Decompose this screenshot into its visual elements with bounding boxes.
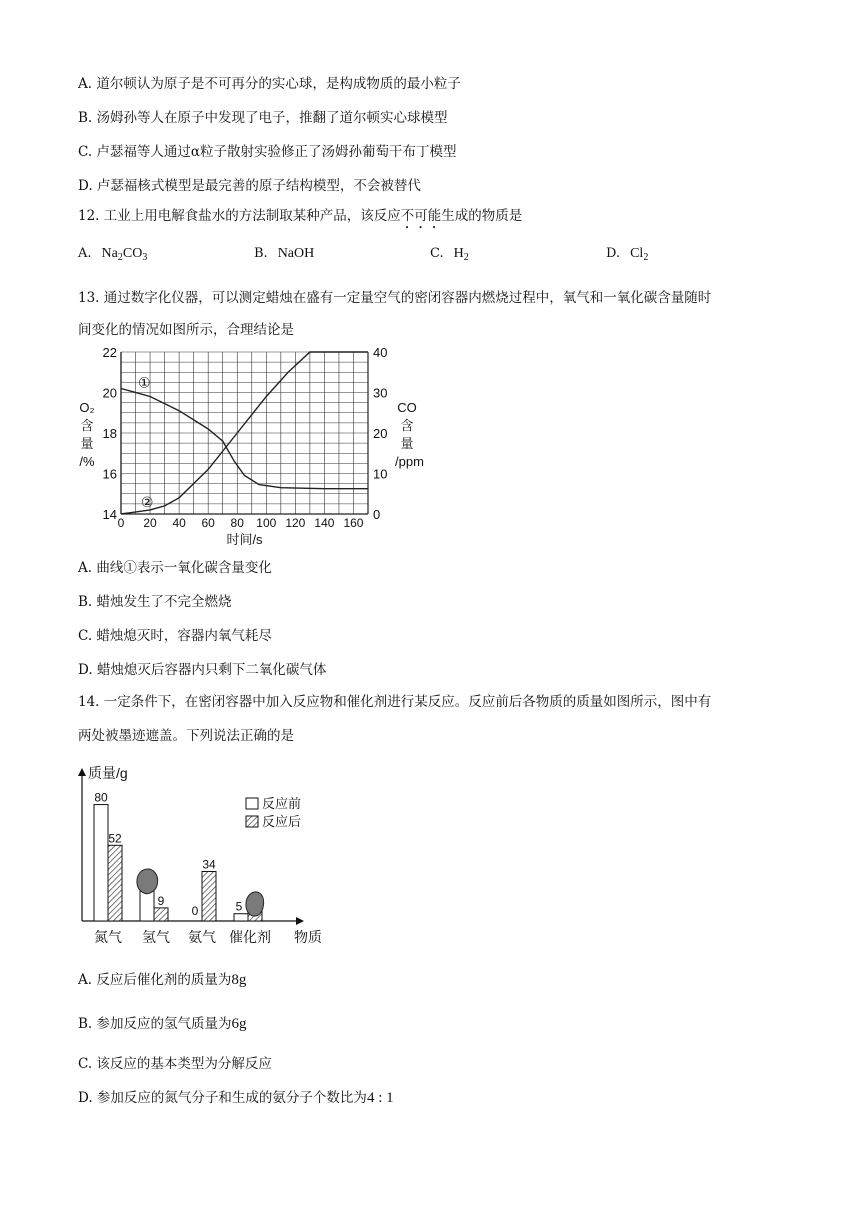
y-right-axis-label: CO <box>397 400 417 415</box>
q13-stem-line1: 13. 通过数字化仪器，可以测定蜡烛在盛有一定量空气的密闭容器内燃烧过程中，氧气和一氧化碳含量随时 <box>78 290 712 306</box>
bar-before-催化剂 <box>234 914 248 921</box>
y-left-tick-label: 20 <box>102 385 117 401</box>
bar-after-氨气 <box>202 872 216 921</box>
y-axis-label: 质量/g <box>88 765 128 781</box>
y-right-tick-label: 10 <box>373 466 388 482</box>
y-left-tick-label: 16 <box>102 466 117 482</box>
q11-option-d: D. 卢瑟福核式模型是最完善的原子结构模型，不会被替代 <box>78 178 421 194</box>
y-right-axis-label: 含 <box>400 418 414 433</box>
q12-option-a: A. $Na_2CO_3$ <box>78 246 148 263</box>
q13-option-a: A. 曲线①表示一氧化碳含量变化 <box>78 560 272 576</box>
x-tick-label: 40 <box>172 516 186 530</box>
q14-stem-line1: 14. 一定条件下，在密闭容器中加入反应物和催化剂进行某反应。反应前后各物质的质量如图所示，图中有 <box>78 694 712 710</box>
bar-value-label: 34 <box>202 857 216 872</box>
q11-option-c: C. 卢瑟福等人通过α粒子散射实验修正了汤姆孙葡萄干布丁模型 <box>78 144 457 160</box>
x-axis-label: 物质 <box>294 929 322 945</box>
y-left-axis-label: O₂ <box>79 400 95 415</box>
bar-value-label: 80 <box>94 790 108 805</box>
q12-stem-after: 生成的物质是 <box>441 208 523 224</box>
x-tick-label: 160 <box>343 516 364 530</box>
x-axis-arrow <box>296 917 304 925</box>
q13-stem-line2: 间变化的情况如图所示，合理结论是 <box>78 322 294 338</box>
legend-swatch-after <box>246 816 258 827</box>
ink-blot-2 <box>246 892 264 916</box>
y-left-tick-label: 14 <box>102 507 117 522</box>
x-tick-label: 80 <box>230 516 244 530</box>
bar-value-label: 52 <box>108 831 122 846</box>
legend-swatch-before <box>246 798 258 809</box>
bar-before-氮气 <box>94 805 108 921</box>
y-left-axis-label: 含 <box>80 418 94 433</box>
series-label-1: ① <box>137 374 151 391</box>
x-tick-label: 140 <box>314 516 335 530</box>
q12-option-d: D. $Cl_2$ <box>606 246 649 263</box>
y-right-axis-label: 量 <box>400 436 414 451</box>
q14-option-d: D. 参加反应的氮气分子和生成的氨分子个数比为4 : 1 <box>78 1090 394 1106</box>
y-left-tick-label: 18 <box>102 426 117 441</box>
y-right-tick-label: 20 <box>373 426 388 441</box>
y-right-tick-label: 30 <box>373 385 388 401</box>
y-axis-arrow <box>78 768 86 776</box>
y-right-tick-label: 40 <box>373 346 388 360</box>
q14-option-b: B. 参加反应的氢气质量为6g <box>78 1016 247 1032</box>
x-tick-label: 20 <box>143 516 157 530</box>
legend-label-before: 反应前 <box>262 796 302 811</box>
q13-option-b: B. 蜡烛发生了不完全燃烧 <box>78 594 232 610</box>
mass-bar-chart <box>70 760 340 950</box>
q12-option-b: B. NaOH <box>254 246 315 261</box>
bar-chart-legend <box>246 796 301 829</box>
chart-grid <box>121 352 368 514</box>
y-left-axis-label: 量 <box>80 436 94 451</box>
q12-option-c: C. $H_2$ <box>430 246 469 263</box>
ink-blot-1 <box>137 869 158 894</box>
category-label: 氮气 <box>94 929 122 945</box>
q12-stem-emphasis: 不可能 <box>400 208 442 224</box>
category-label: 氢气 <box>142 929 170 945</box>
x-tick-label: 120 <box>285 516 306 530</box>
q14-option-c: C. 该反应的基本类型为分解反应 <box>78 1056 272 1072</box>
bar-value-label: 9 <box>157 893 165 908</box>
y-left-axis-label: /% <box>79 454 95 469</box>
q12-stem <box>78 206 522 232</box>
q13-option-c: C. 蜡烛熄灭时，容器内氧气耗尽 <box>78 628 272 644</box>
y-right-tick-label: 0 <box>373 507 381 522</box>
legend-label-after: 反应后 <box>262 814 302 829</box>
q14-option-a: A. 反应后催化剂的质量为8g <box>78 972 247 988</box>
q12-stem-before: 12. 工业上用电解食盐水的方法制取某种产品，该反应 <box>78 208 401 224</box>
bar-after-氢气 <box>154 908 168 921</box>
q14-stem-line2: 两处被墨迹遮盖。下列说法正确的是 <box>78 728 294 744</box>
q13-option-d: D. 蜡烛熄灭后容器内只剩下二氧化碳气体 <box>78 662 327 678</box>
y-right-axis-label: /ppm <box>395 454 424 469</box>
o2-co-line-chart <box>76 346 426 550</box>
x-tick-label: 60 <box>201 516 215 530</box>
series-label-2: ② <box>140 493 154 510</box>
category-label: 催化剂 <box>229 929 271 945</box>
x-tick-label: 0 <box>117 516 125 530</box>
y-left-tick-label: 22 <box>102 346 117 360</box>
x-axis-label: 时间/s <box>226 532 263 547</box>
bar-after-氮气 <box>108 845 122 921</box>
q11-option-b: B. 汤姆孙等人在原子中发现了电子，推翻了道尔顿实心球模型 <box>78 110 448 126</box>
x-tick-label: 100 <box>256 516 277 530</box>
bar-value-label: 0 <box>191 904 199 918</box>
category-label: 氨气 <box>188 929 216 945</box>
bar-value-label: 5 <box>235 899 243 914</box>
q11-option-a: A. 道尔顿认为原子是不可再分的实心球，是构成物质的最小粒子 <box>78 76 461 92</box>
